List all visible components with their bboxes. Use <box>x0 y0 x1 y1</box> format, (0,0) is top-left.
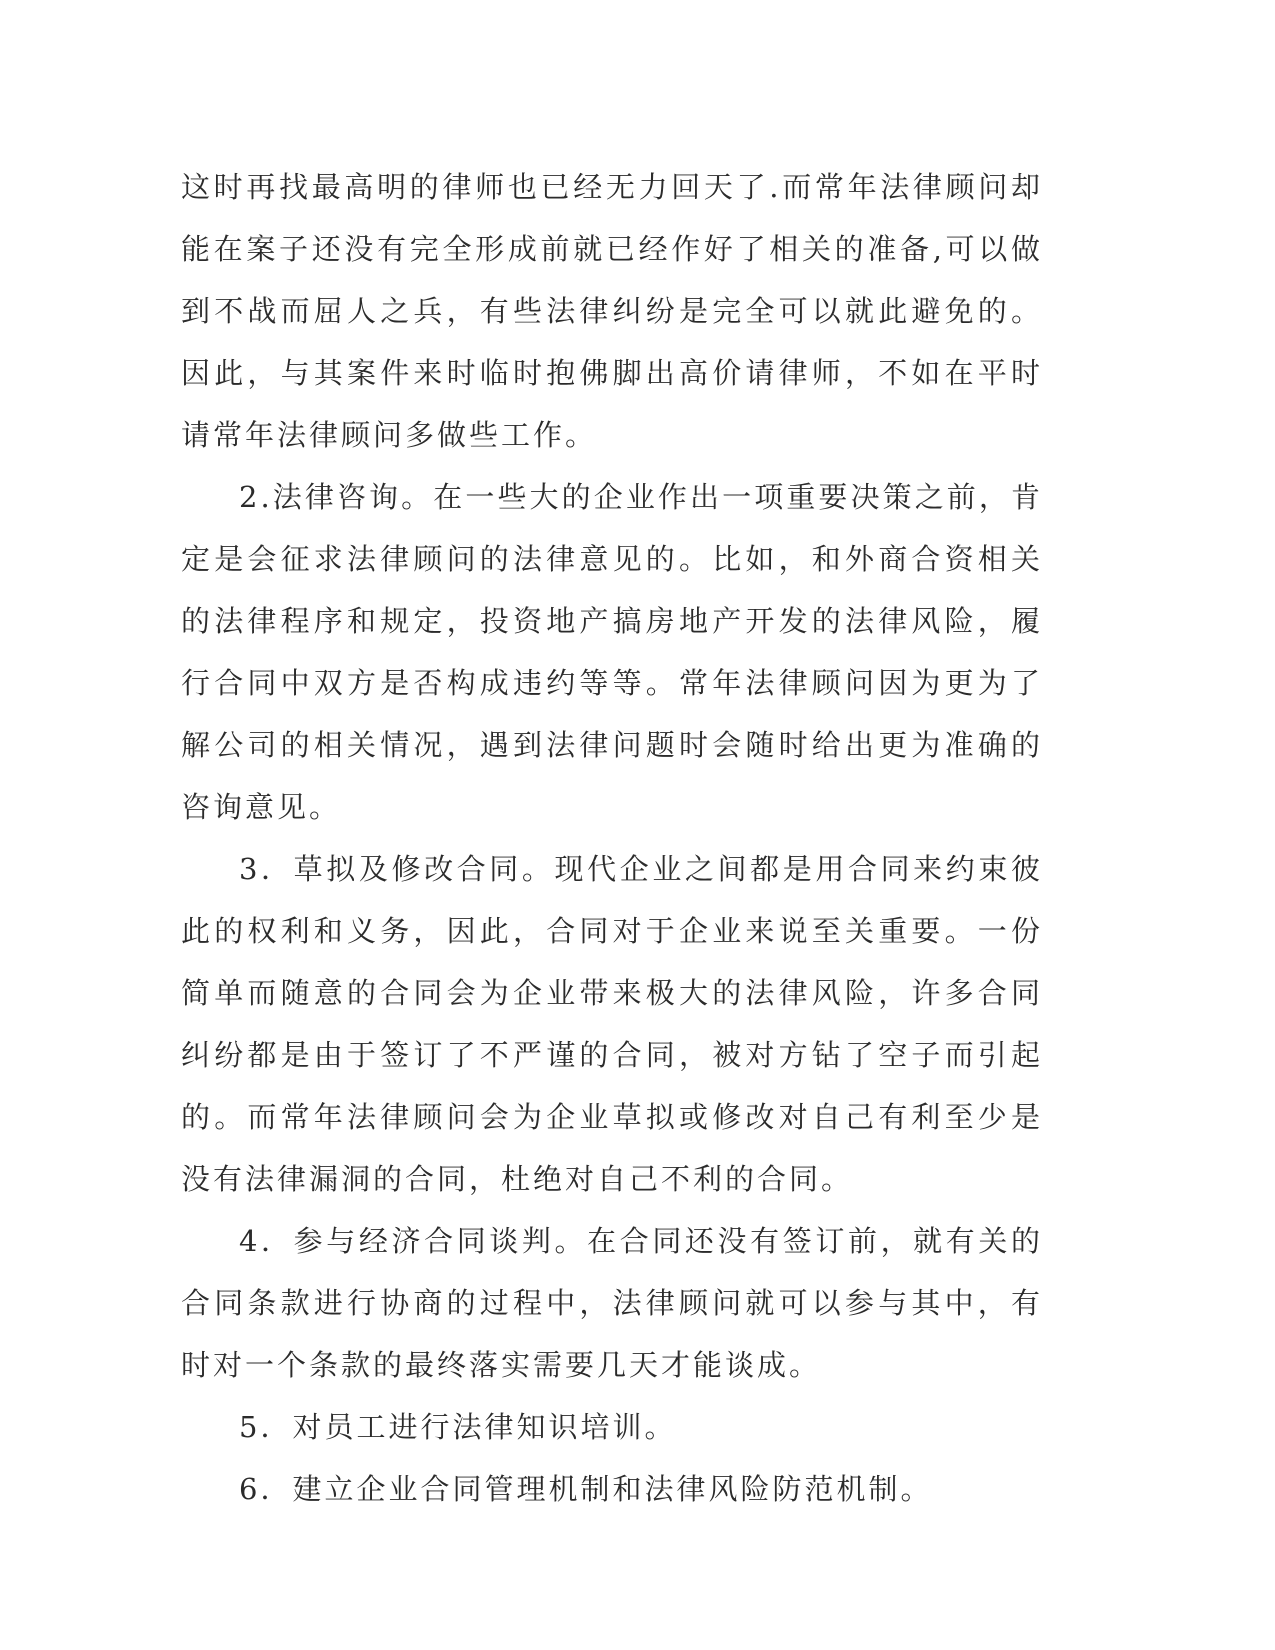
paragraph-legal-consultation: 2.法律咨询。在一些大的企业作出一项重要决策之前，肯定是会征求法律顾问的法律意见的。比如，和外商合资相关的法律程序和规定，投资地产搞房地产开发的法律风险，履行合同中双方是否构成违约等等。常年法律顾问因为更为了解公司的相关情况，遇到法律问题时会随时给出更为准确的咨询意见。 <box>181 480 1043 824</box>
paragraph-employee-training: 5．对员工进行法律知识培训。 <box>239 1410 677 1444</box>
paragraph-contract-negotiation: 4．参与经济合同谈判。在合同还没有签订前，就有关的合同条款进行协商的过程中，法律顾问就可以参与其中，有时对一个条款的最终落实需要几天才能谈成。 <box>181 1224 1043 1382</box>
paragraph-risk-mechanism: 6．建立企业合同管理机制和法律风险防范机制。 <box>239 1472 933 1506</box>
document-body <box>181 156 1043 1520</box>
paragraph-continuation: 这时再找最高明的律师也已经无力回天了.而常年法律顾问却能在案子还没有完全形成前就已经作好了相关的准备,可以做到不战而屈人之兵，有些法律纠纷是完全可以就此避免的。因此，与其案件来时临时抱佛脚出高价请律师，不如在平时请常年法律顾问多做些工作。 <box>181 170 1043 452</box>
paragraph-contract-drafting: 3．草拟及修改合同。现代企业之间都是用合同来约束彼此的权利和义务，因此，合同对于企业来说至关重要。一份简单而随意的合同会为企业带来极大的法律风险，许多合同纠纷都是由于签订了不严谨的合同，被对方钻了空子而引起的。而常年法律顾问会为企业草拟或修改对自己有利至少是没有法律漏洞的合同，杜绝对自己不利的合同。 <box>181 852 1043 1196</box>
